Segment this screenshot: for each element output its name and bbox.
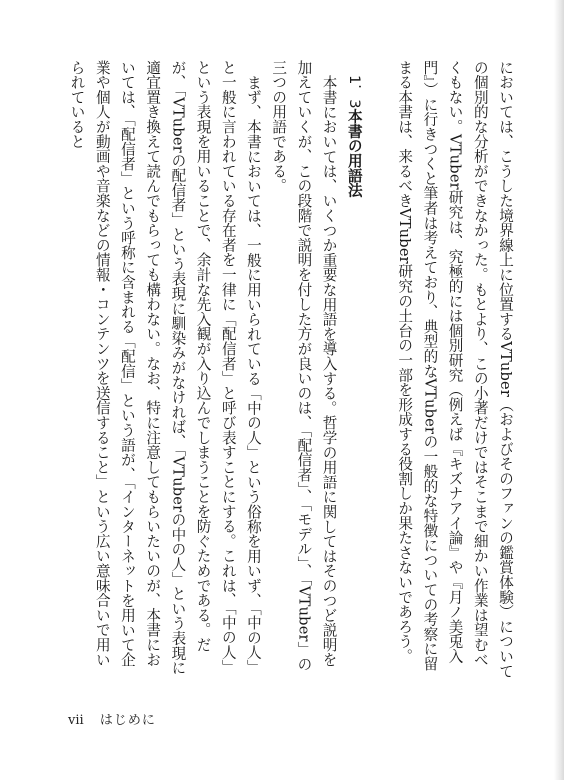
page-number: vii	[68, 713, 84, 728]
section-title: 本書の用語法	[345, 108, 363, 198]
running-section-title: はじめに	[99, 713, 156, 728]
page-edge-shadow	[554, 0, 564, 780]
section-number: 1．3	[345, 74, 363, 109]
page-footer	[68, 709, 156, 728]
section-heading	[342, 60, 367, 680]
paragraph-terms-intro: 本書においては、いくつか重要な用語を導入する。哲学の用語に関してはそのつど説明を加えていくが、この段階で説明を付した方が良いのは、「配信者」、「モデル」、「VTuber」の三つの用語である。	[270, 60, 338, 672]
paragraph-intro-continued: においては、こうした境界線上に位置するVTuber（およびそのファンの鑑賞体験）についての個別的な分析ができなかった。もとより、この小著だけではそこまで細かい作業は望むべくもない。VTuber研究は、究極的には個別研究（例えば『キズナアイ論』や『月ノ美兎入門』）に行きつくと筆者は考えており、典型的なVTuberの一般的な特徴についての考察に留まる本書は、来るべきVTuber研究の土台の一部を形成する役割しか果たさないであろう。	[396, 60, 514, 679]
paragraph-haishinsha: まず、本書においては、一般に用いられている「中の人」という俗称を用いず、「中の人」と一般に言われている存在者を一律に「配信者」と呼び表すことにする。これは、「中の人」という表現を用いることで、余計な先入観が入り込んでしまうことを防ぐためである。だが、「VTuberの配信者」という表現に馴染みがなければ、「VTuberの中の人」という表現に適宜置き換えて読んでもらっても構わない。なお、特に注意してもらいたいのが、本書においては、「配信者」という呼称に含まれる「配信」という語が、「インターネットを用いて企業や個人が動画や音楽などの情報・コンテンツを送信すること」という広い意味合いで用いられていると	[68, 60, 262, 676]
blank-column	[367, 60, 392, 61]
vertical-text-body	[38, 60, 518, 680]
